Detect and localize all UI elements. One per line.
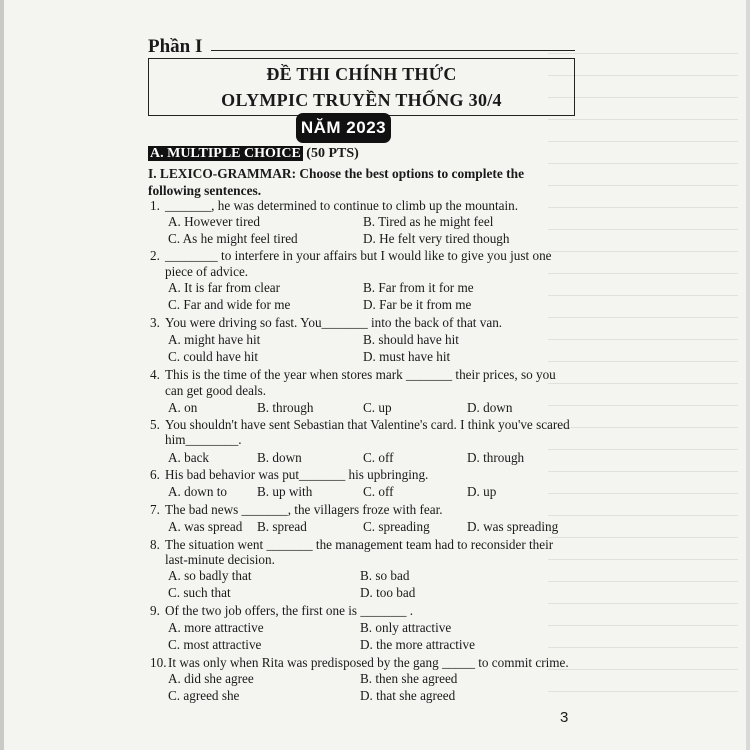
- exam-title-line1: ĐỀ THI CHÍNH THỨC: [266, 64, 457, 84]
- question-number: 4.: [150, 367, 160, 382]
- part-heading: [148, 36, 575, 58]
- option-d: D. must have hit: [363, 349, 451, 364]
- option-a: A. did she agree: [168, 671, 254, 686]
- option-d: D. that she agreed: [360, 688, 456, 703]
- question-number: 6.: [150, 467, 160, 482]
- question-stem: The situation went _______ the management team had to reconsider their: [165, 537, 554, 552]
- option-d: D. Far be it from me: [363, 297, 472, 312]
- exam-title-line2: OLYMPIC TRUYỀN THỐNG 30/4: [221, 90, 502, 110]
- year-badge: NĂM 2023: [296, 113, 391, 143]
- instruction-text: I. LEXICO-GRAMMAR: Choose the best options to complete the following sentences.: [148, 166, 525, 198]
- question-number: 8.: [150, 537, 160, 552]
- option-d: D. too bad: [360, 585, 416, 600]
- option-c: C. As he might feel tired: [168, 231, 298, 246]
- section-heading: [148, 146, 359, 162]
- option-a: A. might have hit: [168, 332, 261, 347]
- part-rule: [211, 50, 575, 51]
- option-c: C. Far and wide for me: [168, 297, 291, 312]
- page-number: 3: [560, 709, 569, 726]
- option-c: C. spreading: [363, 519, 430, 534]
- option-d: D. was spreading: [467, 519, 559, 534]
- exam-title-box: [148, 58, 575, 116]
- question-number: 7.: [150, 502, 160, 517]
- option-b: B. so bad: [360, 568, 410, 583]
- option-c: C. off: [363, 484, 394, 499]
- option-d: D. up: [467, 484, 497, 499]
- option-c: C. off: [363, 450, 394, 465]
- question-stem: ________ to interfere in your affairs but I would like to give you just one: [165, 248, 552, 263]
- question-number: 1.: [150, 198, 160, 213]
- option-a: A. more attractive: [168, 620, 264, 635]
- option-c: C. such that: [168, 585, 231, 600]
- option-b: B. Far from it for me: [363, 280, 474, 295]
- option-d: D. the more attractive: [360, 637, 475, 652]
- question-stem: Of the two job offers, the first one is _______ .: [165, 603, 414, 618]
- question-number: 2.: [150, 248, 160, 263]
- question-number: 9.: [150, 603, 160, 618]
- question-stem: This is the time of the year when stores mark _______ their prices, so you: [165, 367, 556, 382]
- question-stem-cont: can get good deals.: [165, 383, 267, 398]
- option-a: A. However tired: [168, 214, 260, 229]
- option-b: B. then she agreed: [360, 671, 458, 686]
- question-stem: You shouldn't have sent Sebastian that Valentine's card. I think you've scared: [165, 417, 570, 432]
- question-number: 5.: [150, 417, 160, 432]
- option-a: A. back: [168, 450, 210, 465]
- option-a: A. so badly that: [168, 568, 252, 583]
- option-c: C. could have hit: [168, 349, 259, 364]
- option-b: B. spread: [257, 519, 307, 534]
- question-number: 3.: [150, 315, 160, 330]
- question-stem-cont: him________.: [165, 432, 242, 447]
- option-a: A. down to: [168, 484, 227, 499]
- option-c: C. agreed she: [168, 688, 240, 703]
- option-d: D. through: [467, 450, 525, 465]
- question-stem: It was only when Rita was predisposed by the gang _____ to commit crime.: [168, 655, 569, 670]
- option-b: B. up with: [257, 484, 313, 499]
- option-b: B. through: [257, 400, 314, 415]
- part-label: Phần I: [148, 36, 203, 57]
- question-number: 10.: [150, 655, 167, 670]
- option-a: A. on: [168, 400, 198, 415]
- question-stem-cont: piece of advice.: [165, 264, 249, 279]
- question-stem: _______, he was determined to continue to climb up the mountain.: [165, 198, 519, 213]
- option-a: A. It is far from clear: [168, 280, 281, 295]
- option-b: B. only attractive: [360, 620, 452, 635]
- option-d: D. down: [467, 400, 513, 415]
- question-stem: The bad news _______, the villagers froze with fear.: [165, 502, 443, 517]
- section-label: A. MULTIPLE CHOICE: [150, 146, 301, 161]
- option-c: C. up: [363, 400, 392, 415]
- bleed-through-text: [548, 36, 738, 696]
- option-a: A. was spread: [168, 519, 243, 534]
- option-b: B. should have hit: [363, 332, 459, 347]
- question-stem: His bad behavior was put_______ his upbringing.: [165, 467, 429, 482]
- option-b: B. down: [257, 450, 302, 465]
- option-d: D. He felt very tired though: [363, 231, 510, 246]
- section-points: (50 PTS): [302, 146, 359, 161]
- question-stem: You were driving so fast. You_______ into the back of that van.: [165, 315, 503, 330]
- option-c: C. most attractive: [168, 637, 262, 652]
- question-stem-cont: last-minute decision.: [165, 552, 275, 567]
- option-b: B. Tired as he might feel: [363, 214, 494, 229]
